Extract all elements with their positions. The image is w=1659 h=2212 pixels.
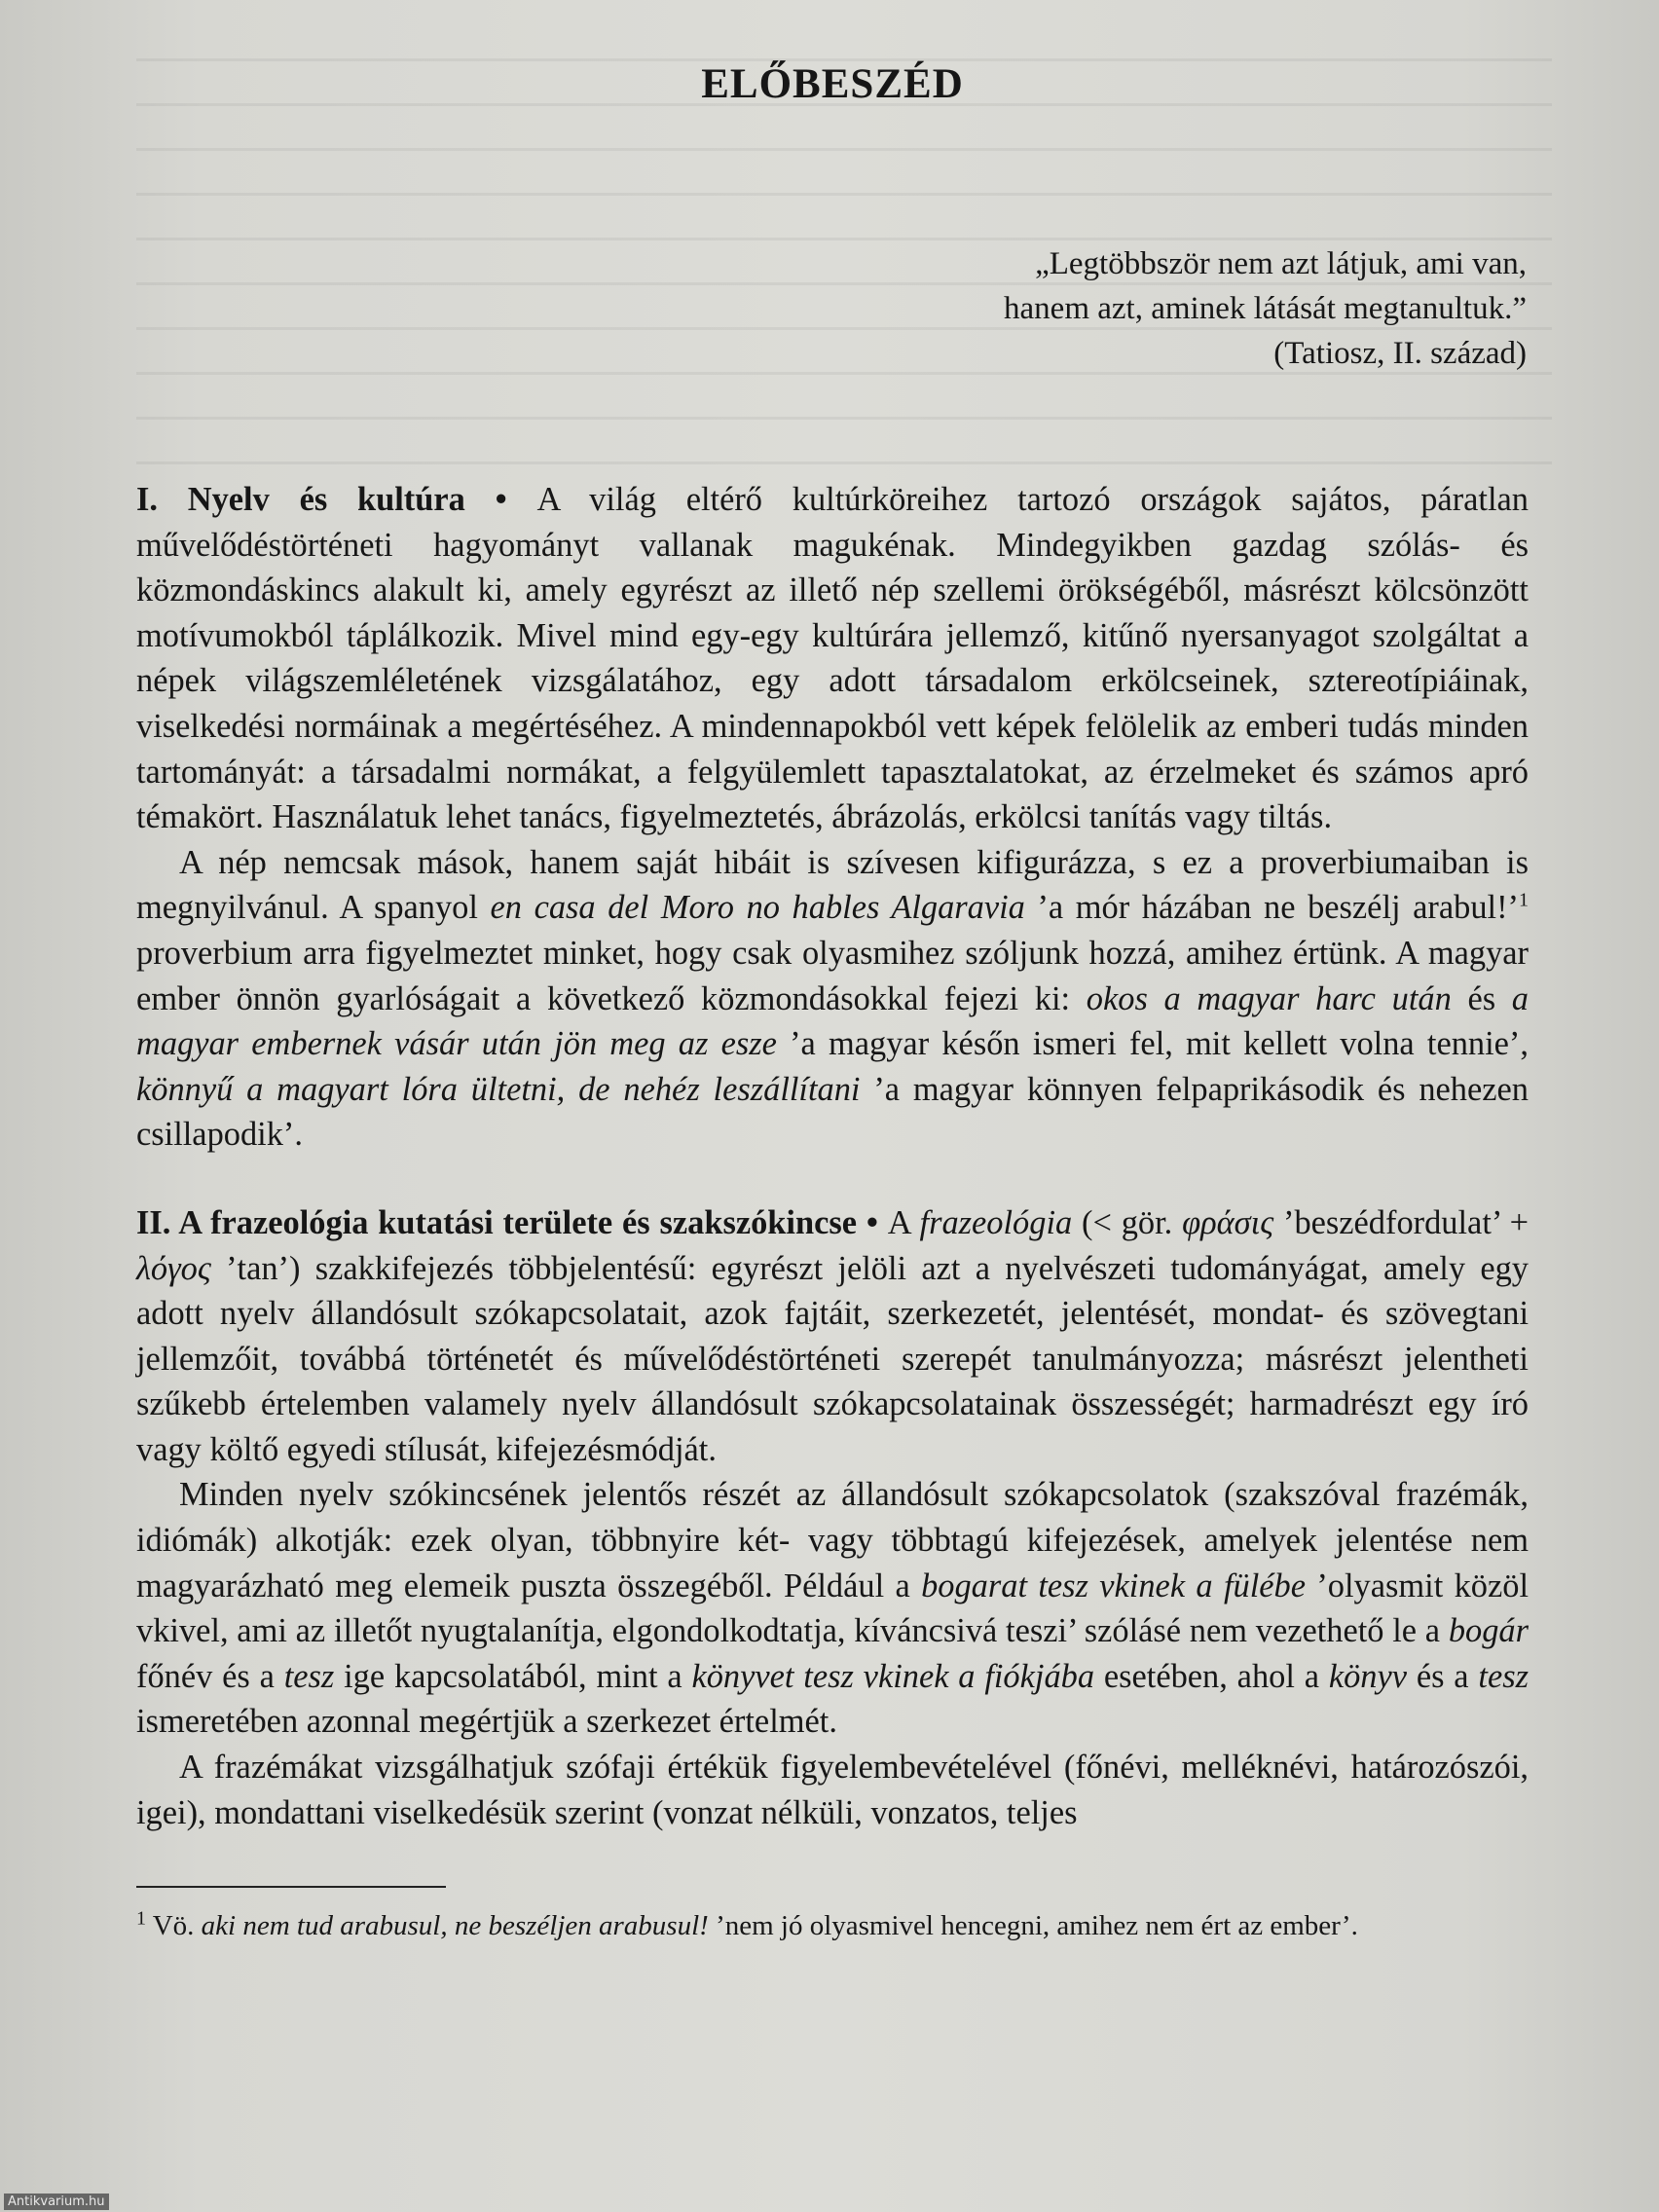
- section-frazeologia: [136, 1200, 1529, 1835]
- italic-phrase: könyvet tesz vkinek a fiókjába: [691, 1657, 1095, 1695]
- section-heading: I. Nyelv és kultúra: [136, 481, 465, 518]
- text-run: esetében, ahol a: [1094, 1657, 1329, 1695]
- italic-phrase: tesz: [1478, 1657, 1529, 1695]
- paragraph: [136, 840, 1529, 1158]
- italic-phrase: könnyű a magyart lóra ültetni, de nehéz leszállítani: [136, 1070, 861, 1108]
- epigraph-line: hanem azt, aminek látását megtanultuk.”: [1004, 291, 1527, 326]
- paragraph: A frazémákat vizsgálhatjuk szófaji értékük figyelembevételével (főnévi, melléknévi, határozószói, igei), mondattani viselkedésük szerint (vonzat nélküli, vonzatos, teljes: [136, 1749, 1529, 1831]
- text-run: főnév és a: [136, 1657, 284, 1695]
- text-run: A: [887, 1203, 920, 1241]
- text-run: ’nem jó olyasmivel hencegni, amihez nem ért az ember’.: [708, 1910, 1358, 1942]
- italic-phrase: okos a magyar harc után: [1086, 979, 1452, 1017]
- italic-phrase: a magyar embernek vásár után jön meg az esze: [136, 979, 1529, 1063]
- text-run: ’beszédfordulat’ +: [1273, 1203, 1529, 1241]
- text-run: ’a magyar későn ismeri fel, mit kellett volna tennie’,: [776, 1025, 1529, 1063]
- italic-phrase: bogarat tesz vkinek a fülébe: [921, 1567, 1306, 1604]
- paragraph: [136, 477, 1529, 840]
- page-title: ELŐBESZÉD: [701, 61, 964, 107]
- text-run: és: [1451, 979, 1512, 1017]
- text-run: Minden nyelv szókincsének jelentős részét az állandósult szókapcsolatok (szakszóval frazémák, idiómák) alkotják: ezek olyan, többnyire két- vagy többtagú kifejezések, amelyek jelentése nem magyarázható meg elemeik puszta összegéből. Például a: [136, 1476, 1529, 1604]
- text-run: ismeretében azonnal megértjük a szerkezet értelmét.: [136, 1703, 837, 1741]
- text-run: ige kapcsolatából, mint a: [334, 1657, 692, 1695]
- italic-phrase: tesz: [283, 1657, 335, 1695]
- text-run: ’tan’) szakkifejezés többjelentésű: egyrészt jelöli azt a nyelvészeti tudományágat, amely egy adott nyelv állandósult szókapcsolatait, azok fajtáit, szerkezetét, jelentését, mondat- és szövegtani jellemzőit, továbbá történetét és művelődéstörténeti szerepét tanulmányozza; másrészt jelentheti szűkebb értelemben valamely nyelv állandósult szókapcsolatainak összességét; harmadrészt egy író vagy költő egyedi stílusát, kifejezésmódját.: [136, 1249, 1529, 1468]
- italic-phrase: en casa del Moro no hables Algaravia: [490, 889, 1025, 927]
- page-content: [136, 55, 1529, 1946]
- text-run: ’a magyar könnyen felpaprikásodik és nehezen csillapodik’.: [136, 1070, 1529, 1154]
- watermark-label: Antikvarium.hu: [4, 2194, 109, 2210]
- paragraph-text: A világ eltérő kultúrköreihez tartozó országok sajátos, páratlan művelődéstörténeti hagyományt vallanak magukénak. Mindegyikben gazdag szólás- és közmondáskincs alakult ki, amely egyrészt az illető nép szellemi örökségéből, másrészt kölcsönzött motívumokból táplálkozik. Mivel mind egy-egy kultúrára jellemző, kitűnő nyersanyagot szolgáltat a népek világszemléletének vizsgálatához, egy adott társadalom erkölcseinek, sztereotípiáinak, viselkedési normáinak a megértéséhez. A mindennapokból vett képek felölelik az emberi tudás minden tartományát: a társadalmi normákat, a felgyülemlett tapasztalatokat, az érzelmeket és számos apró témakört. Használatuk lehet tanács, figyelmeztetés, ábrázolás, erkölcsi tanítás vagy tiltás.: [136, 481, 1529, 836]
- text-run: és a: [1407, 1657, 1479, 1695]
- text-run: Vö.: [146, 1910, 202, 1942]
- italic-phrase: frazeológia: [919, 1203, 1073, 1241]
- text-run: (< gör.: [1072, 1203, 1183, 1241]
- bullet-separator: •: [857, 1203, 888, 1241]
- paragraph: [136, 1472, 1529, 1745]
- text-run: proverbium arra figyelmeztet minket, hogy csak olyasmihez szóljunk hozzá, amihez értünk. A magyar ember önnön gyarlóságait a következő közmondásokkal fejezi ki:: [136, 934, 1529, 1017]
- epigraph-line: „Legtöbbször nem azt látjuk, ami van,: [1035, 246, 1527, 281]
- footnote-ref: 1: [1518, 889, 1529, 911]
- paragraph: [136, 1200, 1529, 1473]
- italic-phrase: bogár: [1448, 1612, 1529, 1650]
- footnote-number: 1: [136, 1907, 146, 1930]
- section-nyelv-es-kultura: [136, 477, 1529, 1158]
- text-run: ’olyasmit közöl vkivel, ami az illetőt nyugtalanítja, elgondolkodtatja, kíváncsivá teszi’ szólásé nem vezethető le a: [136, 1567, 1529, 1650]
- epigraph: [136, 241, 1529, 376]
- italic-phrase: aki nem tud arabusul, ne beszéljen arabusul!: [201, 1910, 709, 1942]
- epigraph-source: (Tatiosz, II. század): [1273, 336, 1527, 371]
- footnote-divider: [136, 1886, 446, 1888]
- italic-phrase: λόγος: [136, 1249, 211, 1287]
- italic-phrase: φράσις: [1182, 1203, 1274, 1241]
- section-heading: II. A frazeológia kutatási területe és szakszókincse: [136, 1203, 858, 1241]
- text-run: ’a mór házában ne beszélj arabul!’: [1024, 889, 1519, 927]
- bullet-separator: •: [464, 481, 537, 518]
- footnote: [136, 1905, 1529, 1946]
- italic-phrase: könyv: [1328, 1657, 1407, 1695]
- text-run: A nép nemcsak mások, hanem saját hibáit is szívesen kifigurázza, s ez a proverbiumaiban is megnyilvánul. A spanyol: [136, 843, 1529, 927]
